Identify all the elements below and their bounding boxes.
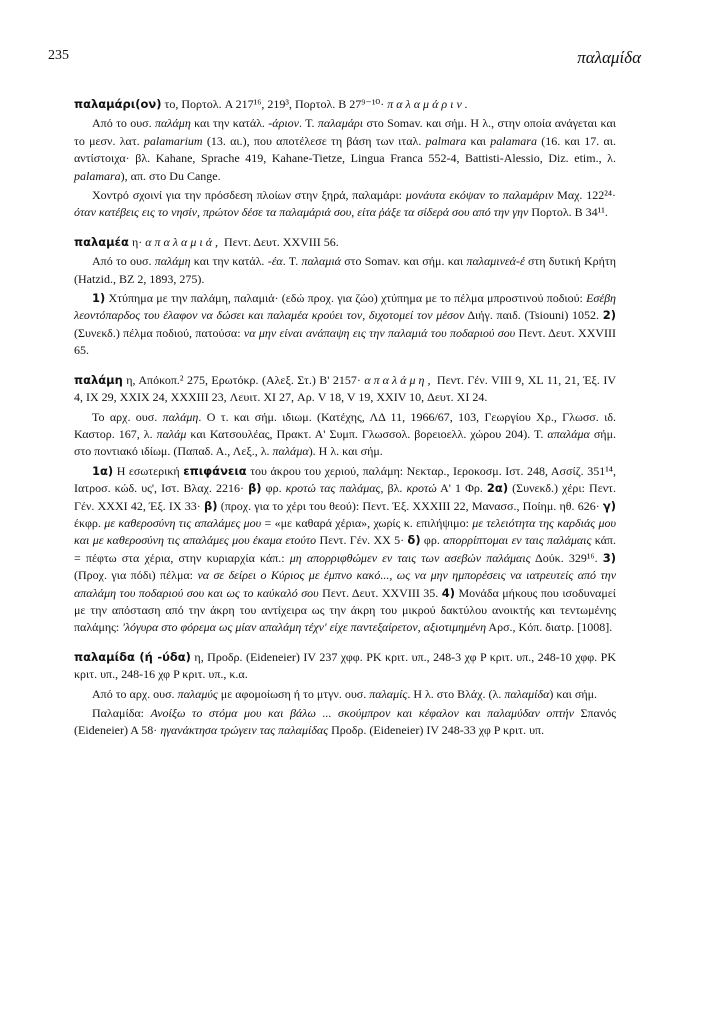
dictionary-body: [74, 96, 616, 742]
italic-text: παλάμ: [156, 426, 187, 441]
sense-number: δ): [407, 533, 421, 548]
origin-paragraph: [74, 115, 616, 185]
entry-head-line: [74, 234, 616, 251]
italic-text: ηγανάκτησα τρώγειν τας παλαμίδας: [160, 723, 329, 738]
italic-text: απαλάμα: [547, 426, 590, 441]
source-refs: η, Απόκοπ.² 275, Ερωτόκρ. (Αλεξ. Στ.) Β' 2157·: [122, 372, 361, 387]
text-run: και: [466, 133, 491, 148]
italic-text: μη απορριφθώμεν εν ταις των ασεβών παλάμαις: [289, 550, 531, 565]
text-run: κάπ. = πέφτω στα χέρια, στην κυριαρχία κάπ.:: [74, 533, 616, 565]
text-run: ) και σήμ.: [549, 686, 598, 701]
sense-number: β): [204, 498, 218, 513]
text-run: Πεντ. Γέν. XX 5·: [316, 533, 405, 548]
text-run: φρ.: [420, 533, 444, 548]
source-refs-after: Πεντ. Δευτ. XXVIII 56.: [221, 234, 339, 249]
definition-paragraph: [74, 705, 616, 740]
text-run: Πεντ. Δευτ. XXVIII 65.: [74, 325, 617, 358]
italic-text: Εσέβη λεοντόπαρδος του έλαφον να δώσει και παλαμέα κρούει τον, διχοτομεί τον μέσον: [74, 291, 616, 323]
italic-text: κροτώ τας παλάμας: [285, 481, 381, 496]
text-run: Αρσ., Κόπ. διατρ. [1008].: [486, 620, 613, 635]
etym-form: απαλάμη,: [364, 372, 434, 387]
italic-text: palamara: [74, 168, 121, 183]
text-run: Χτύπημα με την παλάμη, παλαμιά· (εδώ προχ. για ζώο) χτύπημα με το πέλμα μπροστινού ποδιού:: [105, 291, 587, 306]
italic-text: να μην είναι ανάπαψη εις την παλαμιά του ποδαριού σου: [243, 325, 516, 340]
text-run: . Η λ. στο Βλάχ. (λ.: [407, 686, 505, 701]
running-head: παλαμίδα: [577, 48, 641, 67]
italic-text: παλαμάρι: [317, 116, 364, 131]
text-run: , βλ.: [380, 481, 407, 496]
text-run: . Τ.: [299, 116, 318, 131]
text-run: στο Somav. και σήμ. Η λ., στην οποία ανάγεται και το μεσν. λατ.: [74, 116, 616, 148]
entry-palamea: [74, 234, 616, 360]
text-run: φρ.: [261, 481, 286, 496]
text-run: με αφομοίωση ή το μτγν. ουσ.: [217, 686, 370, 701]
italic-text: palmara: [425, 133, 467, 148]
italic-text: -άριον: [268, 116, 299, 131]
italic-text: κροτώ: [406, 481, 437, 496]
sense-number: 1α): [92, 463, 114, 478]
source-refs: η·: [128, 234, 143, 249]
text-run: Μονάδα μήκους που ισοδυναμεί με την απόσταση από την άκρη του αντίχειρα ως την άκρη του μικρού δακτύλου ανοικτής και τεντωμένης παλάμης:: [74, 585, 617, 635]
sense-number: 1): [92, 291, 106, 306]
text-run: = «με καθαρά χέρια», χωρίς κ. επιλήψιμο:: [261, 515, 473, 530]
senses-paragraph: [74, 290, 616, 360]
italic-text: παλάμη: [154, 116, 191, 131]
italic-text: palamarium: [143, 133, 203, 148]
text-run: (προχ. για το χέρι του θεού): Πεντ. Έξ. XXXIII 22, Μανασσ., Ποίημ. ηθ. 626·: [217, 498, 600, 513]
italic-text: μονάυτα εκόψαν το παλαμάριν: [405, 188, 554, 203]
text-run: και την κατάλ.: [190, 254, 268, 269]
etym-form: απαλαμιά,: [145, 234, 221, 249]
sense-number: 4): [441, 585, 456, 600]
text-run: (13. αι.), που αποτέλεσε τη βάση των ιταλ.: [202, 133, 426, 148]
text-run: Σπανός (Eideneier) Α 58·: [74, 706, 616, 738]
text-run: Πορτολ. B 34¹¹.: [528, 205, 608, 220]
text-run: ), απ. στο Du Cange.: [120, 168, 221, 183]
entry-palami: [74, 372, 616, 637]
headword: παλαμίδα (ή -ύδα): [74, 649, 191, 664]
text-run: σήμ. στο ποντιακό ιδίωμ. (Παπαδ. Α., Λεξ., λ.: [74, 426, 616, 459]
italic-text: -έα: [267, 254, 283, 269]
senses-paragraph: [74, 463, 616, 637]
entry-palamari: [74, 96, 616, 222]
italic-text: με καθεροσύνη τις απαλάμες μου: [104, 515, 262, 530]
text-run: Παλαμίδα:: [92, 706, 151, 720]
text-run: (Συνεκδ.) πέλμα ποδιού, πατούσα:: [74, 325, 244, 340]
text-run: Μαχ. 122²⁴·: [553, 188, 617, 203]
page-header: [0, 48, 719, 74]
text-run: Δούκ. 329¹⁶.: [530, 550, 598, 565]
entry-head-line: [74, 372, 616, 407]
text-run: στο Somav. και σήμ. και: [340, 254, 467, 269]
italic-text: παλαμιά: [301, 254, 341, 269]
sense-number: επιφάνεια: [183, 463, 247, 478]
text-run: (Προχ. για πόδι) πέλμα:: [74, 568, 198, 583]
text-run: Προδρ. (Eideneier) IV 248-33 χφ P κριτ. υπ.: [328, 723, 545, 738]
origin-paragraph: [74, 253, 616, 288]
text-run: Από το ουσ.: [92, 116, 155, 131]
italic-text: παλαμίδα: [504, 686, 550, 701]
italic-text: με τελειότητα της καρδιάς μου και με καθεροσύνη τις απαλάμες μου έκαμα ετούτο: [74, 515, 616, 548]
italic-text: παλαμύς: [177, 686, 218, 701]
text-run: και Κατσουλέας, Πρακτ. Α' Συμπ. Γλωσσολ. βορειοελλ. χώρου 204). Τ.: [186, 426, 548, 441]
sense-number: 3): [602, 550, 616, 565]
definition-paragraph: [74, 187, 616, 222]
text-run: ). Η λ. και σήμ.: [308, 444, 383, 459]
italic-text: παλαμίς: [369, 686, 408, 701]
text-run: και την κατάλ.: [190, 116, 269, 131]
italic-text: παλαμινεά-έ: [466, 254, 525, 269]
italic-text: 'λόγυρα στο φόρεμα ως μίαν απαλάμη τέχν' είχε παντεξαίρετον, αξιοτιμημένη: [122, 620, 487, 635]
italic-text: όταν κατέβεις εις το νησίν, πρώτον δέσε τα παλαμάριά σου, είτα ῥάξε τα σίδερά σου από την γην: [74, 205, 529, 220]
text-run: Το αρχ. ουσ.: [92, 409, 163, 424]
page-number: 235: [48, 48, 69, 63]
sense-number: γ): [602, 498, 617, 513]
text-run: . Ο τ. και σήμ. ιδιωμ. (Κατέχης, ΛΔ 11, 1966/67, 103, Γεωργίου Χρ., Γλωσσ. ιδ. Καστορ. 167, λ.: [74, 409, 617, 441]
source-refs: το, Πορτολ. A 217¹⁶, 219³, Πορτολ. B 27⁹⁻¹⁰·: [164, 97, 385, 111]
text-run: (Συνεκδ.) χέρι: Πεντ. Γέν. XXXI 42, Έξ. IX 33·: [74, 481, 616, 513]
text-run: Πεντ. Δευτ. XXVIII 35.: [318, 585, 439, 600]
origin-paragraph: [74, 409, 616, 461]
entry-head-line: [74, 96, 616, 113]
sense-number: 2α): [486, 481, 509, 496]
source-refs: η, Προδρ. (Eideneier) IV 237 χφφ. PK κριτ. υπ., 248-3 χφ P κριτ. υπ., 248-10 χφφ. PK κριτ. υπ., 248-16 χφ P κριτ. υπ., κ.α.: [74, 649, 617, 682]
italic-text: Ανοίξω το στόμα μου και βάλω ... σκούμπρον και κέφαλον και παλαμύδαν οπτήν: [150, 706, 574, 720]
italic-text: παλάμη: [154, 254, 191, 269]
italic-text: παλάμα: [272, 444, 309, 459]
text-run: Από το ουσ.: [92, 254, 155, 269]
text-run: Χοντρό σχοινί για την πρόσδεση πλοίων στην ξηρά, παλαμάρι:: [92, 188, 406, 203]
text-run: . Τ.: [282, 254, 302, 269]
text-run: στη δυτική Κρήτη (Hatzid., BZ 2, 1893, 275).: [74, 254, 617, 286]
text-run: έκφρ.: [74, 515, 105, 530]
text-run: Η εσωτερική: [113, 463, 184, 478]
headword: παλαμάρι(ον): [74, 97, 162, 111]
italic-text: παλάμη: [162, 409, 199, 424]
entry-head-line: [74, 649, 616, 684]
entry-palamida: [74, 649, 616, 740]
sense-number: 2): [602, 308, 617, 323]
source-refs-b: Πεντ. Γέν. VIII 9, XL 11, 21, Έξ. IV 4, IX 29, XXIX 24, XXXIII 23, Λευιτ. XI 27, Αρ. V 18, V 19, XXIV 10, Δευτ. XI 24.: [74, 372, 616, 405]
text-run: του άκρου του χεριού, παλάμη: Νεκταρ., Ιεροκοσμ. Ιστ. 248, Ασσίζ. 351¹⁴, Ιατροσ. κώδ. υς', Ιστ. Βλαχ. 2216·: [74, 463, 616, 496]
italic-text: palamara: [490, 133, 537, 148]
text-run: Από το αρχ. ουσ.: [92, 686, 178, 701]
headword: παλάμη: [74, 372, 123, 387]
origin-paragraph: [74, 686, 616, 703]
text-run: Διήγ. παιδ. (Tsiouni) 1052.: [464, 308, 600, 323]
text-run: (16. και 17. αι. αντίστοιχα· βλ. Kahane, Sprache 419, Kahane-Tietze, Lingua Franca 552-4, Battisti-Alessio, Diz. etim., λ.: [74, 133, 616, 166]
italic-text: να σε δείρει ο Κύριος με έμπνο κακό..., ως να μην ημπορέσεις να ιατρευτείς από την απαλάμη του ποδαριού σου και ως το καύκαλό σου: [74, 568, 617, 600]
headword: παλαμέα: [74, 234, 129, 249]
italic-text: απορρίπτομαι εν ταις παλάμαις: [443, 533, 592, 548]
sense-number: β): [248, 481, 262, 496]
text-run: Α' 1 Φρ.: [436, 481, 483, 496]
etym-form: παλαμάριν.: [387, 97, 471, 111]
